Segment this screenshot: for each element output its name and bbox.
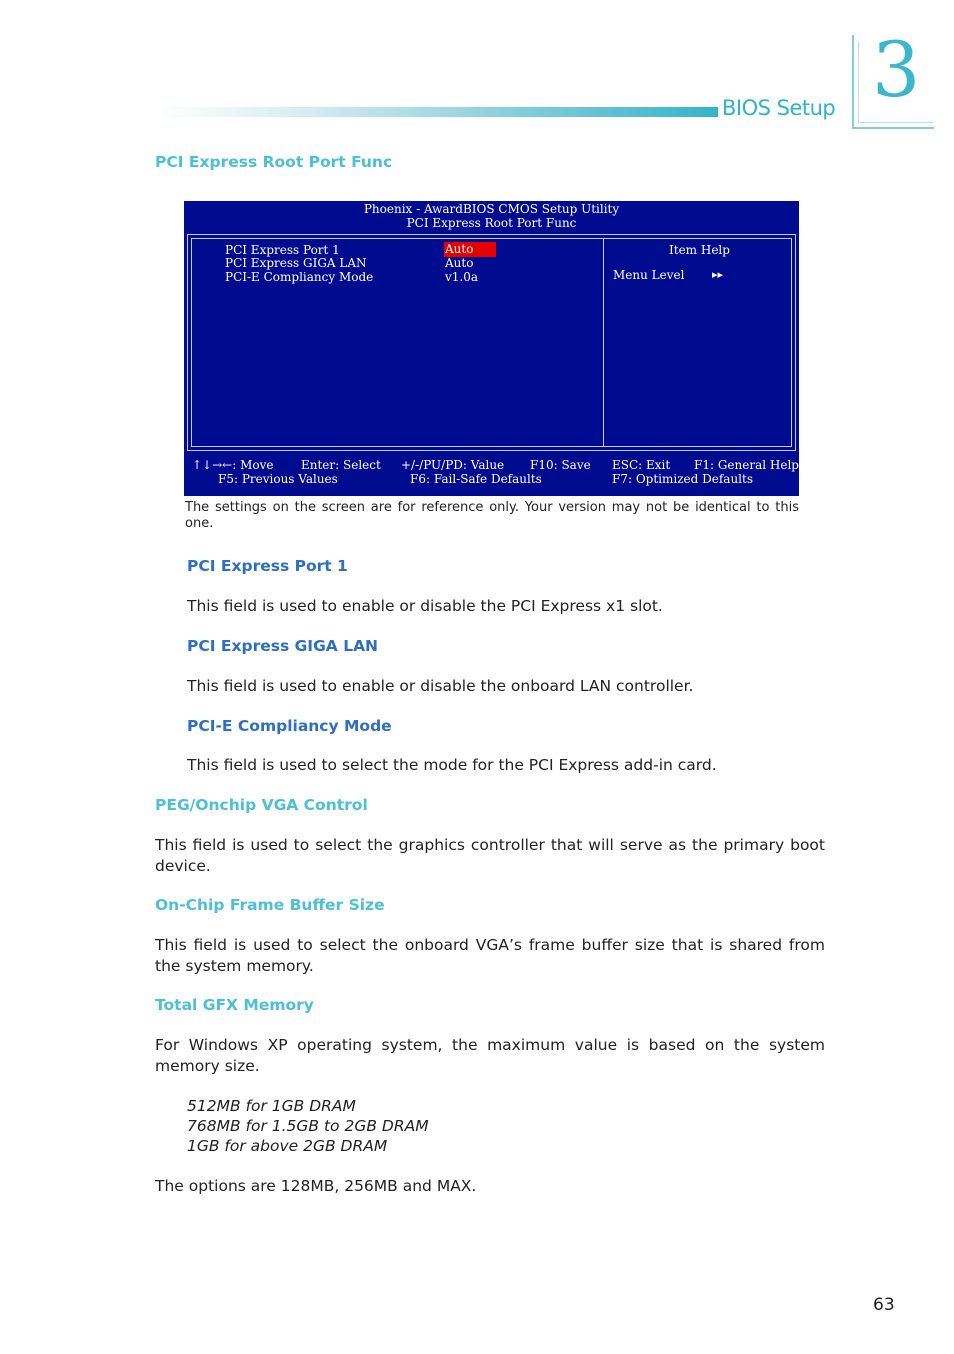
bios-screen xyxy=(184,201,799,496)
section-title: PEG/Onchip VGA Control xyxy=(155,796,368,814)
bios-footer-value: +/-/PU/PD: Value xyxy=(401,458,505,472)
bios-item-label[interactable]: PCI Express GIGA LAN xyxy=(225,256,367,270)
chapter-number: 3 xyxy=(872,25,921,114)
subsection-text: This field is used to enable or disable the onboard LAN controller. xyxy=(187,677,694,695)
screen-note: The settings on the screen are for reference only. Your version may not be identical to this one. xyxy=(185,500,799,531)
bios-footer-failsafe: F6: Fail-Safe Defaults xyxy=(410,472,542,486)
memory-list-item: 768MB for 1.5GB to 2GB DRAM xyxy=(187,1117,429,1135)
bios-footer-help: F1: General Help xyxy=(694,458,799,472)
page-number: 63 xyxy=(873,1295,895,1315)
options-text: The options are 128MB, 256MB and MAX. xyxy=(155,1177,477,1195)
bios-menu-level-label: Menu Level xyxy=(613,268,685,282)
bios-item-label[interactable]: PCI-E Compliancy Mode xyxy=(225,270,374,284)
subsection-title: PCI Express Port 1 xyxy=(187,557,348,575)
bios-footer-prev: F5: Previous Values xyxy=(218,472,338,486)
bios-footer-move: ↑↓→←: Move xyxy=(192,458,274,472)
bios-item-value[interactable]: Auto xyxy=(445,256,474,270)
section-title: On-Chip Frame Buffer Size xyxy=(155,896,385,914)
bios-item-label[interactable]: PCI Express Port 1 xyxy=(225,243,340,257)
bios-title-line2: PCI Express Root Port Func xyxy=(406,216,577,230)
bios-footer-exit: ESC: Exit xyxy=(612,458,671,472)
bios-item-help-title: Item Help xyxy=(669,243,730,257)
bios-footer-save: F10: Save xyxy=(530,458,591,472)
bios-divider xyxy=(603,238,604,447)
subsection-title: PCI Express GIGA LAN xyxy=(187,637,379,655)
memory-list-item: 512MB for 1GB DRAM xyxy=(187,1097,356,1115)
bios-item-value[interactable]: v1.0a xyxy=(445,270,479,284)
section-text: This field is used to select the graphics controller that will serve as the primary boot device. xyxy=(155,836,825,875)
section-title: Total GFX Memory xyxy=(155,996,314,1014)
section-heading: PCI Express Root Port Func xyxy=(155,153,393,171)
section-text: This field is used to select the onboard VGA’s frame buffer size that is shared from the system memory. xyxy=(155,936,825,975)
section-text: For Windows XP operating system, the maximum value is based on the system memory size. xyxy=(155,1036,825,1075)
subsection-title: PCI-E Compliancy Mode xyxy=(187,717,392,735)
bios-title-line1: Phoenix - AwardBIOS CMOS Setup Utility xyxy=(363,202,620,216)
menu-level-arrows-icon: ▸▸ xyxy=(712,268,724,281)
subsection-text: This field is used to enable or disable the PCI Express x1 slot. xyxy=(187,597,663,615)
bios-footer-optimized: F7: Optimized Defaults xyxy=(612,472,753,486)
bios-footer-enter: Enter: Select xyxy=(301,458,381,472)
bios-item-value[interactable]: Auto xyxy=(445,242,474,256)
subsection-text: This field is used to select the mode for the PCI Express add-in card. xyxy=(187,756,717,774)
header-gradient-bar xyxy=(155,107,718,117)
header-section-title: BIOS Setup xyxy=(722,96,836,120)
memory-list-item: 1GB for above 2GB DRAM xyxy=(187,1137,388,1155)
